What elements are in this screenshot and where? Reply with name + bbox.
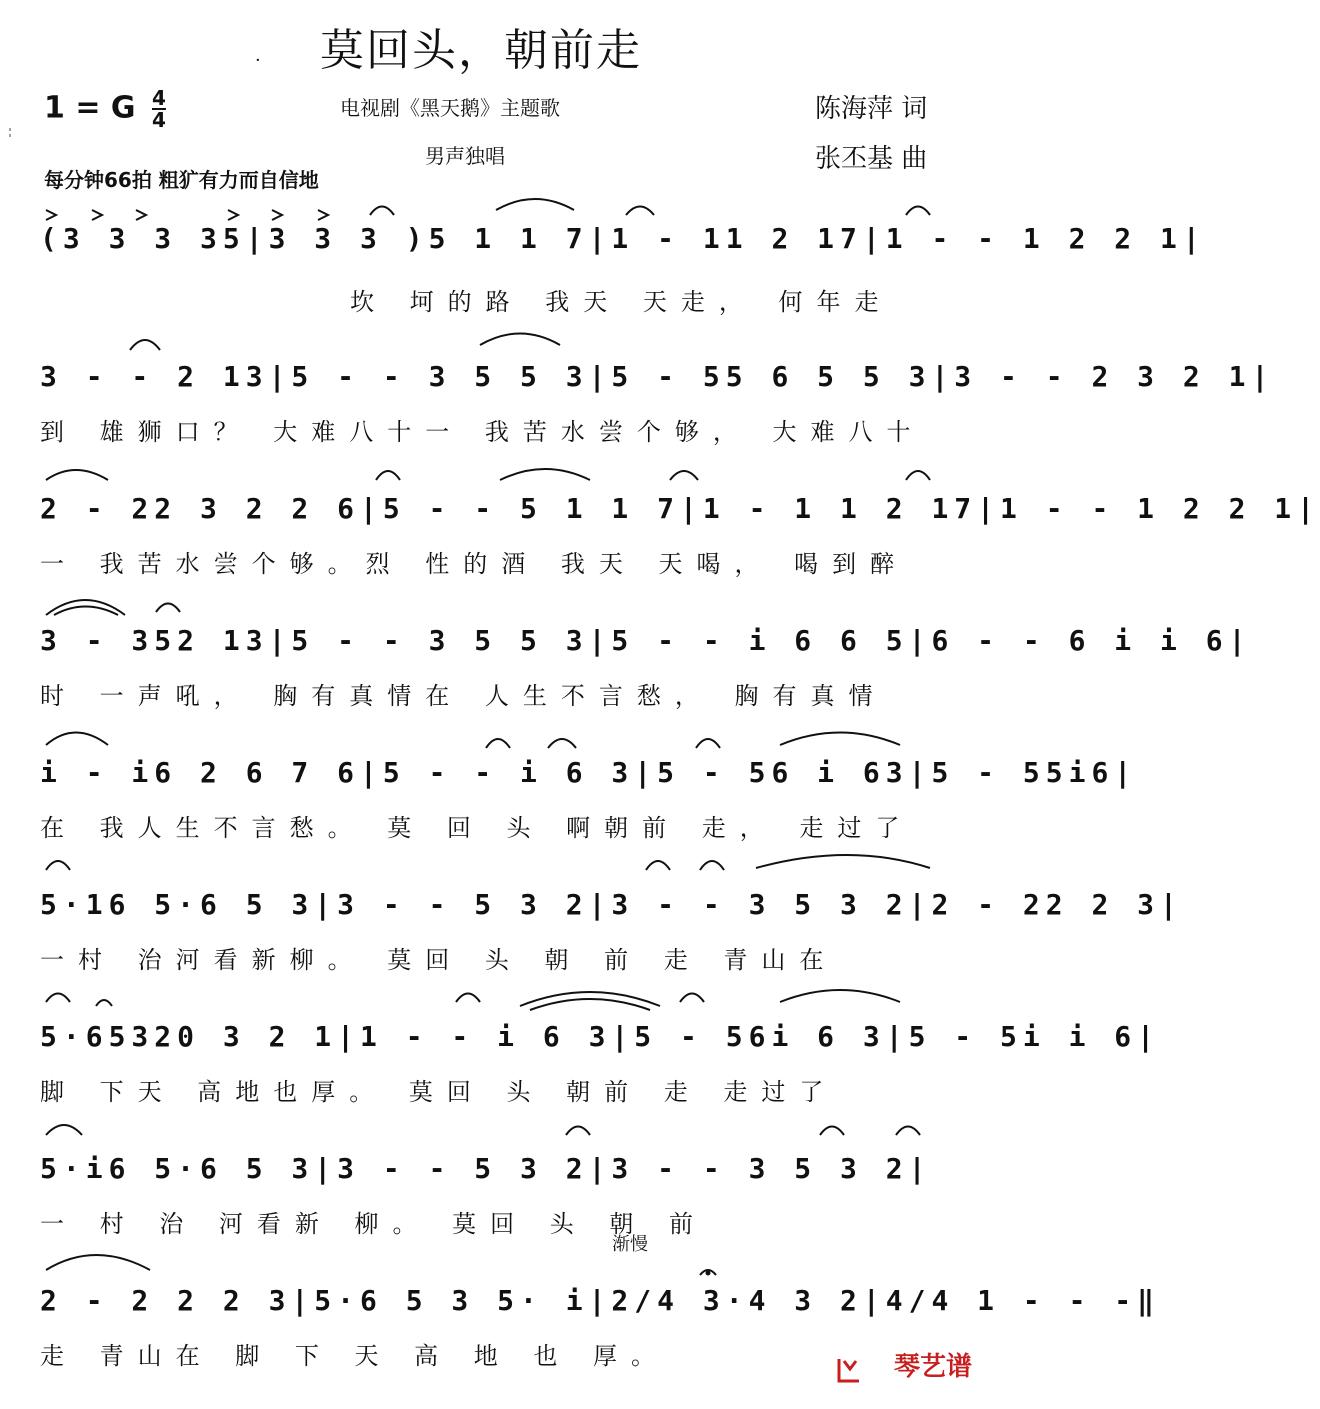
subtitle: 电视剧《黑天鹅》主题歌: [340, 96, 560, 120]
notes-line-8: 5·i6 5·6 5 3|3 - - 5 3 2|3 - - 3 5 3 2|: [40, 1152, 932, 1185]
slur: [46, 470, 108, 480]
accent-mark: [92, 210, 102, 220]
slur: [46, 861, 70, 870]
lyricist: 陈海萍 词: [815, 94, 928, 124]
slur: [370, 207, 394, 216]
page-title: 莫回头，朝前走: [320, 25, 642, 76]
notes-line-3: 2 - 22 3 2 2 6|5 - - 5 1 1 7|1 - 1 1 2 17|1 - - 1 2 2 1|: [40, 492, 1320, 525]
slur: [486, 739, 510, 748]
accent-mark: [272, 210, 282, 220]
notes-line-4: 3 - 352 13|5 - - 3 5 5 3|5 - - i 6 6 5|6 - - 6 i i 6|: [40, 624, 1252, 657]
slur: [548, 739, 576, 748]
brand-logo-icon: [836, 1355, 862, 1385]
accent-mark: [136, 210, 146, 220]
slur: [130, 340, 160, 350]
slur: [820, 1127, 844, 1136]
slur: [670, 471, 698, 480]
slur: [696, 739, 720, 748]
slur: [756, 855, 930, 868]
notes-line-7: 5·65320 3 2 1|1 - - i 6 3|5 - 56i 6 3|5 - 5i i 6|: [40, 1020, 1161, 1053]
notes-line-2: 3 - - 2 13|5 - - 3 5 5 3|5 - 55 6 5 5 3|3 - - 2 3 2 1|: [40, 360, 1275, 393]
slur: [646, 861, 670, 870]
title-dot: ·: [255, 50, 261, 71]
ritard-marking: 渐慢: [612, 1234, 648, 1255]
slur: [456, 994, 480, 1003]
lyrics-line-4: 时 一声吼， 胸有真情在 人生不言愁， 胸有真情: [40, 682, 887, 710]
slur: [46, 1125, 82, 1135]
slur: [500, 469, 590, 480]
lyrics-line-6: 一村 治河看新柳。 莫回 头 朝 前 走 青山在: [40, 946, 838, 974]
notes-line-5: i - i6 2 6 7 6|5 - - i 6 3|5 - 56 i 63|5 - 55i6|: [40, 756, 1138, 789]
performer: 男声独唱: [425, 144, 505, 168]
slur: [566, 1127, 590, 1136]
fermata-dot: [707, 1272, 710, 1275]
notes-line-6: 5·16 5·6 5 3|3 - - 5 3 2|3 - - 3 5 3 2|2 - 22 2 3|: [40, 888, 1183, 921]
slur: [54, 607, 118, 616]
accent-mark: [46, 210, 56, 220]
slur: [780, 733, 900, 746]
lyrics-line-1: 坎 坷的路 我天 天走， 何年走: [350, 288, 893, 316]
accent-mark: [318, 210, 328, 220]
notes-line-9: 2 - 2 2 2 3|5·6 5 3 5· i|2/4 3·4 3 2|4/4 1 - - -‖: [40, 1284, 1161, 1317]
slur: [46, 1255, 150, 1270]
slur: [376, 471, 400, 480]
slur: [46, 994, 70, 1003]
composer: 张丕基 曲: [815, 144, 928, 174]
slur: [780, 990, 900, 1002]
slur: [906, 207, 930, 216]
key-label: 1 = G: [44, 90, 136, 126]
slur: [906, 471, 930, 480]
slur: [626, 207, 654, 216]
tempo-marking: 每分钟66拍 粗犷有力而自信地: [44, 168, 319, 192]
slur: [480, 334, 560, 346]
lyrics-line-2: 到 雄狮口？ 大难八十一 我苦水尝个够， 大难八十: [40, 418, 925, 446]
notes-line-1: (3 3 3 35|3 3 3 )5 1 1 7|1 - 11 2 17|1 - - 1 2 2 1|: [40, 222, 1206, 255]
slur: [700, 861, 724, 870]
time-sig-bottom: 4: [151, 108, 166, 132]
lyrics-line-3: 一 我苦水尝个够。烈 性的酒 我天 天喝， 喝到醉: [40, 550, 909, 578]
slur: [96, 1000, 112, 1006]
slur: [46, 733, 108, 746]
lyrics-line-5: 在 我人生不言愁。 莫 回 头 啊朝前 走， 走过了: [40, 814, 914, 842]
lyrics-line-7: 脚 下天 高地也厚。 莫回 头 朝前 走 走过了: [40, 1078, 838, 1106]
watermark-text: 琴艺谱: [893, 1352, 972, 1382]
slur: [530, 999, 650, 1010]
lyrics-line-8: 一 村 治 河看新 柳。 莫回 头 朝 前: [40, 1210, 708, 1238]
slur: [156, 604, 180, 613]
slur: [896, 1127, 920, 1136]
accent-mark: [228, 210, 238, 220]
slur: [496, 199, 574, 210]
slur: [680, 994, 704, 1003]
lyrics-line-9: 走 青山在 脚 下 天 高 地 也 厚。: [40, 1342, 670, 1370]
time-sig-top: 4: [151, 86, 166, 110]
